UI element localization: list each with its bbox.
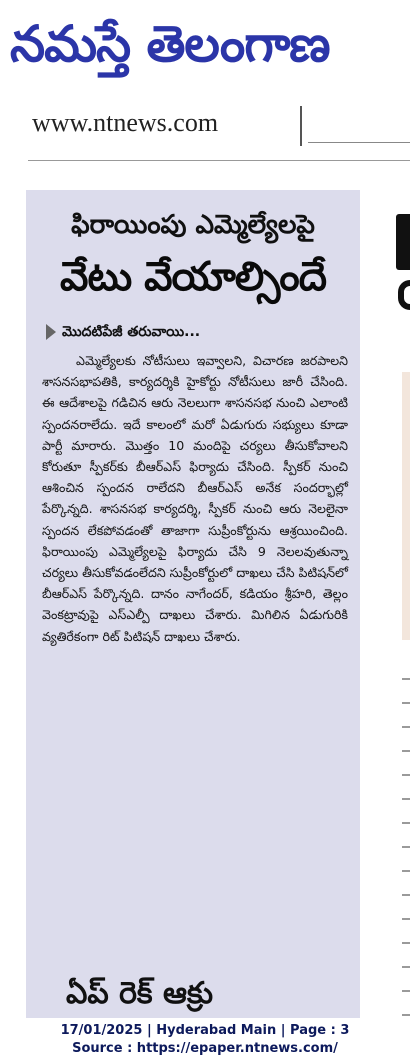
- article-paragraph: ఎమ్మెల్యేలకు నోటీసులు ఇవ్వాలని, విచారణ జరపాలని శాసనసభాపతికి, కార్యదర్శికి హైకోర్టు నోటీసులు జారీ చేసింది. ఈ ఆదేశాలపై గడిచిన ఆరు నెలలుగా శాసనసభ నుంచి ఎలాంటి స్పందనరాలేదు. ఇదే కాలంలో మరో ఏడుగురు సభ్యులు కూడా పార్టీ మారారు. మొత్తం 10 మందిపై చర్యలు తీసుకోవాలని కోరుతూ స్పీకర్‌కు బీఆర్‌ఎస్ ఫిర్యాదు చేసింది. స్పీకర్ నుంచి ఆశించిన స్పందన రాలేదని బీఆర్‌ఎస్ అనేక సందర్భాల్లో పేర్కొన్నది. శాసనసభ కార్యదర్శి, స్పీకర్ నుంచి ఆరు నెలలైనా స్పందన లేకపోవడంతో తాజాగా సుప్రీంకోర్టును ఆశ్రయించింది. ఫిరాయింపు ఎమ్మెల్యేలపై ఫిర్యాదు చేసి 9 నెలలవుతున్నా చర్యలు తీసుకోవడంలేదని సుప్రీంకోర్టులో దాఖలు చేసి పిటిషన్‌లో బీఆర్‌ఎస్ పేర్కొన్నది. దానం నాగేందర్, కడియం శ్రీహరి, తెల్లం వెంకట్రావుపై ఎస్‌ఎల్పీ దాఖలు చేశారు. మిగిలిన ఏడుగురికి వ్యతిరేకంగా రిట్ పిటిషన్ దాఖలు చేశారు.: [42, 353, 349, 644]
- page-footer: [0, 1022, 410, 1058]
- article-clipping: [26, 190, 360, 1018]
- continued-text: మొదటిపేజీ తరువాయి...: [62, 324, 201, 340]
- article-body: [42, 350, 348, 647]
- arrow-right-icon: [46, 324, 56, 340]
- continued-from-label: [46, 324, 346, 343]
- footer-date-edition: 17/01/2025 | Hyderabad Main | Page : 3: [60, 1023, 350, 1038]
- newspaper-logo: నమస్తే తెలంగాణ: [10, 14, 330, 73]
- adjacent-article-text: [402, 664, 410, 1024]
- headline-line-1: ఫిరాయింపు ఎమ్మెల్యేలపై: [71, 210, 315, 240]
- headline-line-2: వేటు వేయాల్సిందే: [60, 254, 326, 300]
- adjacent-article-glyph: [396, 214, 410, 270]
- footer-source: Source : https://epaper.ntnews.com/: [72, 1041, 338, 1056]
- next-article-heading: ఏప్ రెక్ ఆక్రు: [66, 976, 213, 1011]
- url-divider: [300, 106, 302, 146]
- site-url: www.ntnews.com: [32, 108, 219, 137]
- masthead: [0, 0, 410, 92]
- adjacent-article-panel: [402, 372, 410, 640]
- adjacent-article-glyph: [398, 280, 410, 310]
- top-rule: [28, 160, 410, 161]
- url-rule: [308, 142, 410, 143]
